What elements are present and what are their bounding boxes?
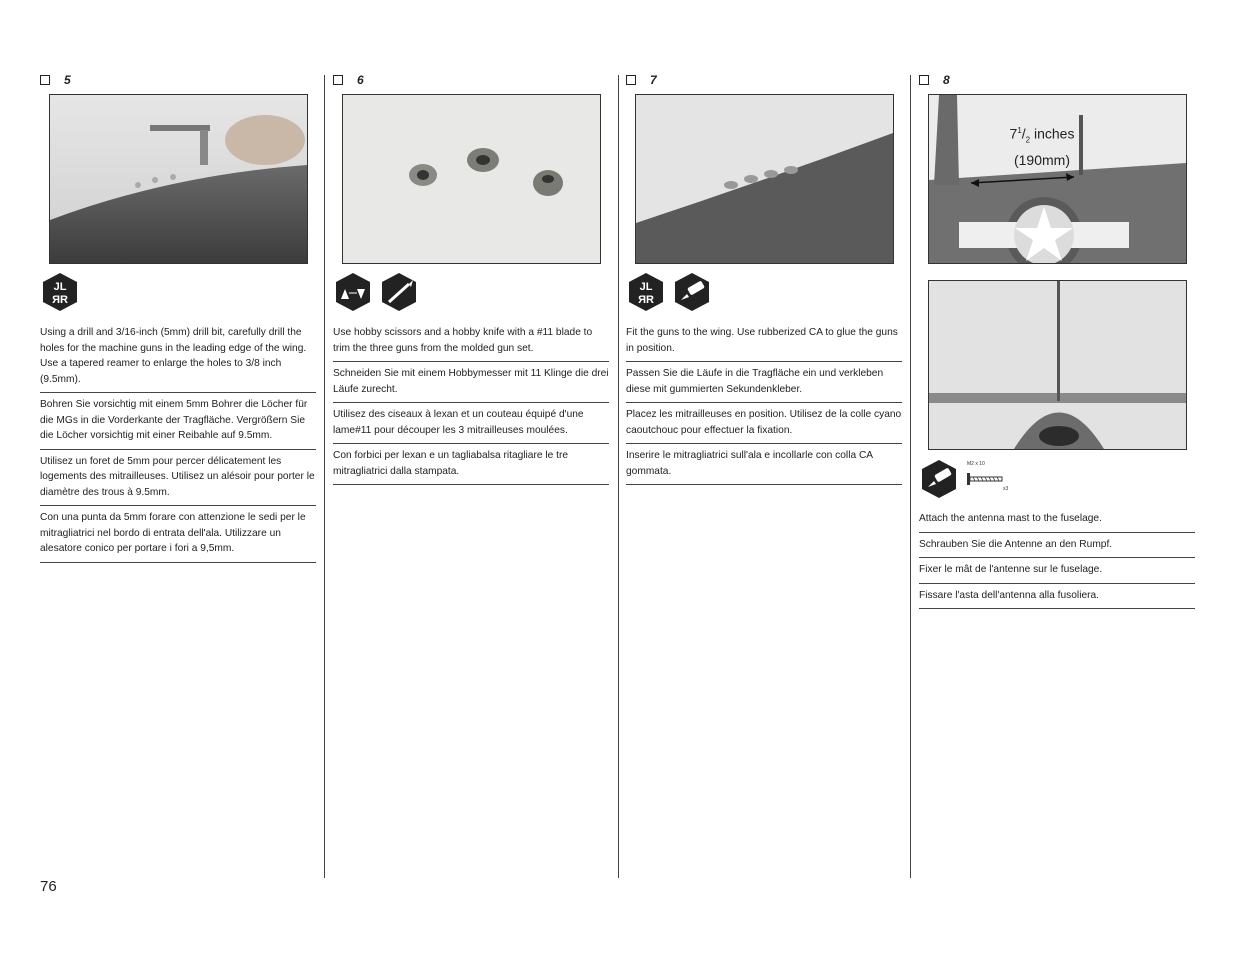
paragraph-de: Passen Sie die Läufe in die Tragfläche ein und verkleben diese mit gummierten Sekundenkleber. (626, 362, 902, 403)
step-number: 5 (64, 73, 71, 87)
step-6-text (333, 325, 609, 485)
measurement-whole: 7 (1009, 125, 1018, 142)
screw-size-label: M2 x 10 (967, 461, 985, 467)
reamer-drill-icon (626, 272, 666, 312)
paragraph-de: Schrauben Sie die Antenne an den Rumpf. (919, 533, 1195, 559)
measurement-sub: 2 (1025, 135, 1031, 145)
step-6-icons (333, 272, 419, 312)
svg-text:JL: JL (639, 281, 653, 293)
step-6-header (333, 70, 364, 90)
step-7-text (626, 325, 902, 485)
paragraph-fr: Utilisez des ciseaux à lexan et un couteau équipé d'une lame#11 pour découper les 3 mitrailleuses moulées. (333, 403, 609, 444)
step-8-photo-measurement (928, 94, 1187, 264)
paragraph-it: Con una punta da 5mm forare con attenzione le sedi per le mitragliatrici nel bordo di entrata dell'ala. Utilizzare un alesatore conico per portare i fori a 9,5mm. (40, 506, 316, 563)
paragraph-it: Fissare l'asta dell'antenna alla fusoliera. (919, 584, 1195, 610)
step-checkbox[interactable] (40, 75, 50, 85)
measurement-label: $7^1/_2$ inches (190mm) (1009, 125, 1075, 169)
measurement-unit: inches (1030, 125, 1075, 142)
paragraph-en: Using a drill and 3/16-inch (5mm) drill bit, carefully drill the holes for the machine guns in the leading edge of the wing. Use a tapered reamer to enlarge the holes to 3/8 inch (9.5mm). (40, 325, 316, 393)
step-checkbox[interactable] (333, 75, 343, 85)
paragraph-en: Fit the guns to the wing. Use rubberized CA to glue the guns in position. (626, 325, 902, 362)
column-divider (910, 75, 911, 878)
step-8-header (919, 70, 950, 90)
step-5-text (40, 325, 316, 563)
paragraph-fr: Placez les mitrailleuses en position. Utilisez de la colle cyano caoutchouc pour effectuer la fixation. (626, 403, 902, 444)
step-number: 7 (650, 73, 657, 87)
measurement-metric: (190mm) (1013, 152, 1070, 169)
paragraph-it: Con forbici per lexan e un tagliabalsa ritagliare le tre mitragliatrici dalla stampata. (333, 444, 609, 485)
ca-glue-icon (919, 459, 959, 499)
step-5-photo (49, 94, 308, 264)
step-checkbox[interactable] (919, 75, 929, 85)
paragraph-de: Bohren Sie vorsichtig mit einem 5mm Bohrer die Löcher für die MGs in die Vorderkante der Tragfläche. Vergrößern Sie die Löcher vorsichtig mit einer Reibahle auf 9.5mm. (40, 393, 316, 450)
paragraph-fr: Utilisez un foret de 5mm pour percer délicatement les logements des mitrailleuses. Utilisez un alésoir pour porter le diamètre des trous à 9.5mm. (40, 450, 316, 507)
paragraph-en: Attach the antenna mast to the fuselage. (919, 511, 1195, 533)
column-divider (324, 75, 325, 878)
svg-text:ЯR: ЯR (52, 294, 68, 306)
paragraph-it: Inserire le mitragliatrici sull'ala e incollarle con colla CA gommata. (626, 444, 902, 485)
step-7-header (626, 70, 657, 90)
step-8-text (919, 511, 1195, 609)
step-checkbox[interactable] (626, 75, 636, 85)
step-number: 8 (943, 73, 950, 87)
column-divider (618, 75, 619, 878)
step-6-photo (342, 94, 601, 264)
paragraph-fr: Fixer le mât de l'antenne sur le fuselage. (919, 558, 1195, 584)
cut-icon (333, 272, 373, 312)
paragraph-en: Use hobby scissors and a hobby knife with a #11 blade to trim the three guns from the molded gun set. (333, 325, 609, 362)
reamer-drill-icon (40, 272, 80, 312)
ca-glue-icon (672, 272, 712, 312)
svg-text:JL: JL (53, 281, 67, 293)
step-8-photo-antenna (928, 280, 1187, 450)
step-number: 6 (357, 73, 364, 87)
step-5-icons (40, 272, 80, 312)
hobby-knife-icon (379, 272, 419, 312)
step-8-icons (919, 459, 1005, 499)
page-number: 76 (40, 878, 57, 895)
screw-quantity-label: x3 (1003, 486, 1009, 492)
step-7-photo (635, 94, 894, 264)
measurement-sup: 1 (1017, 126, 1022, 135)
step-5-header (40, 70, 71, 90)
step-7-icons (626, 272, 712, 312)
paragraph-de: Schneiden Sie mit einem Hobbymesser mit 11 Klinge die drei Läufe zurecht. (333, 362, 609, 403)
screw-icon (965, 469, 1005, 489)
svg-text:ЯR: ЯR (638, 294, 654, 306)
